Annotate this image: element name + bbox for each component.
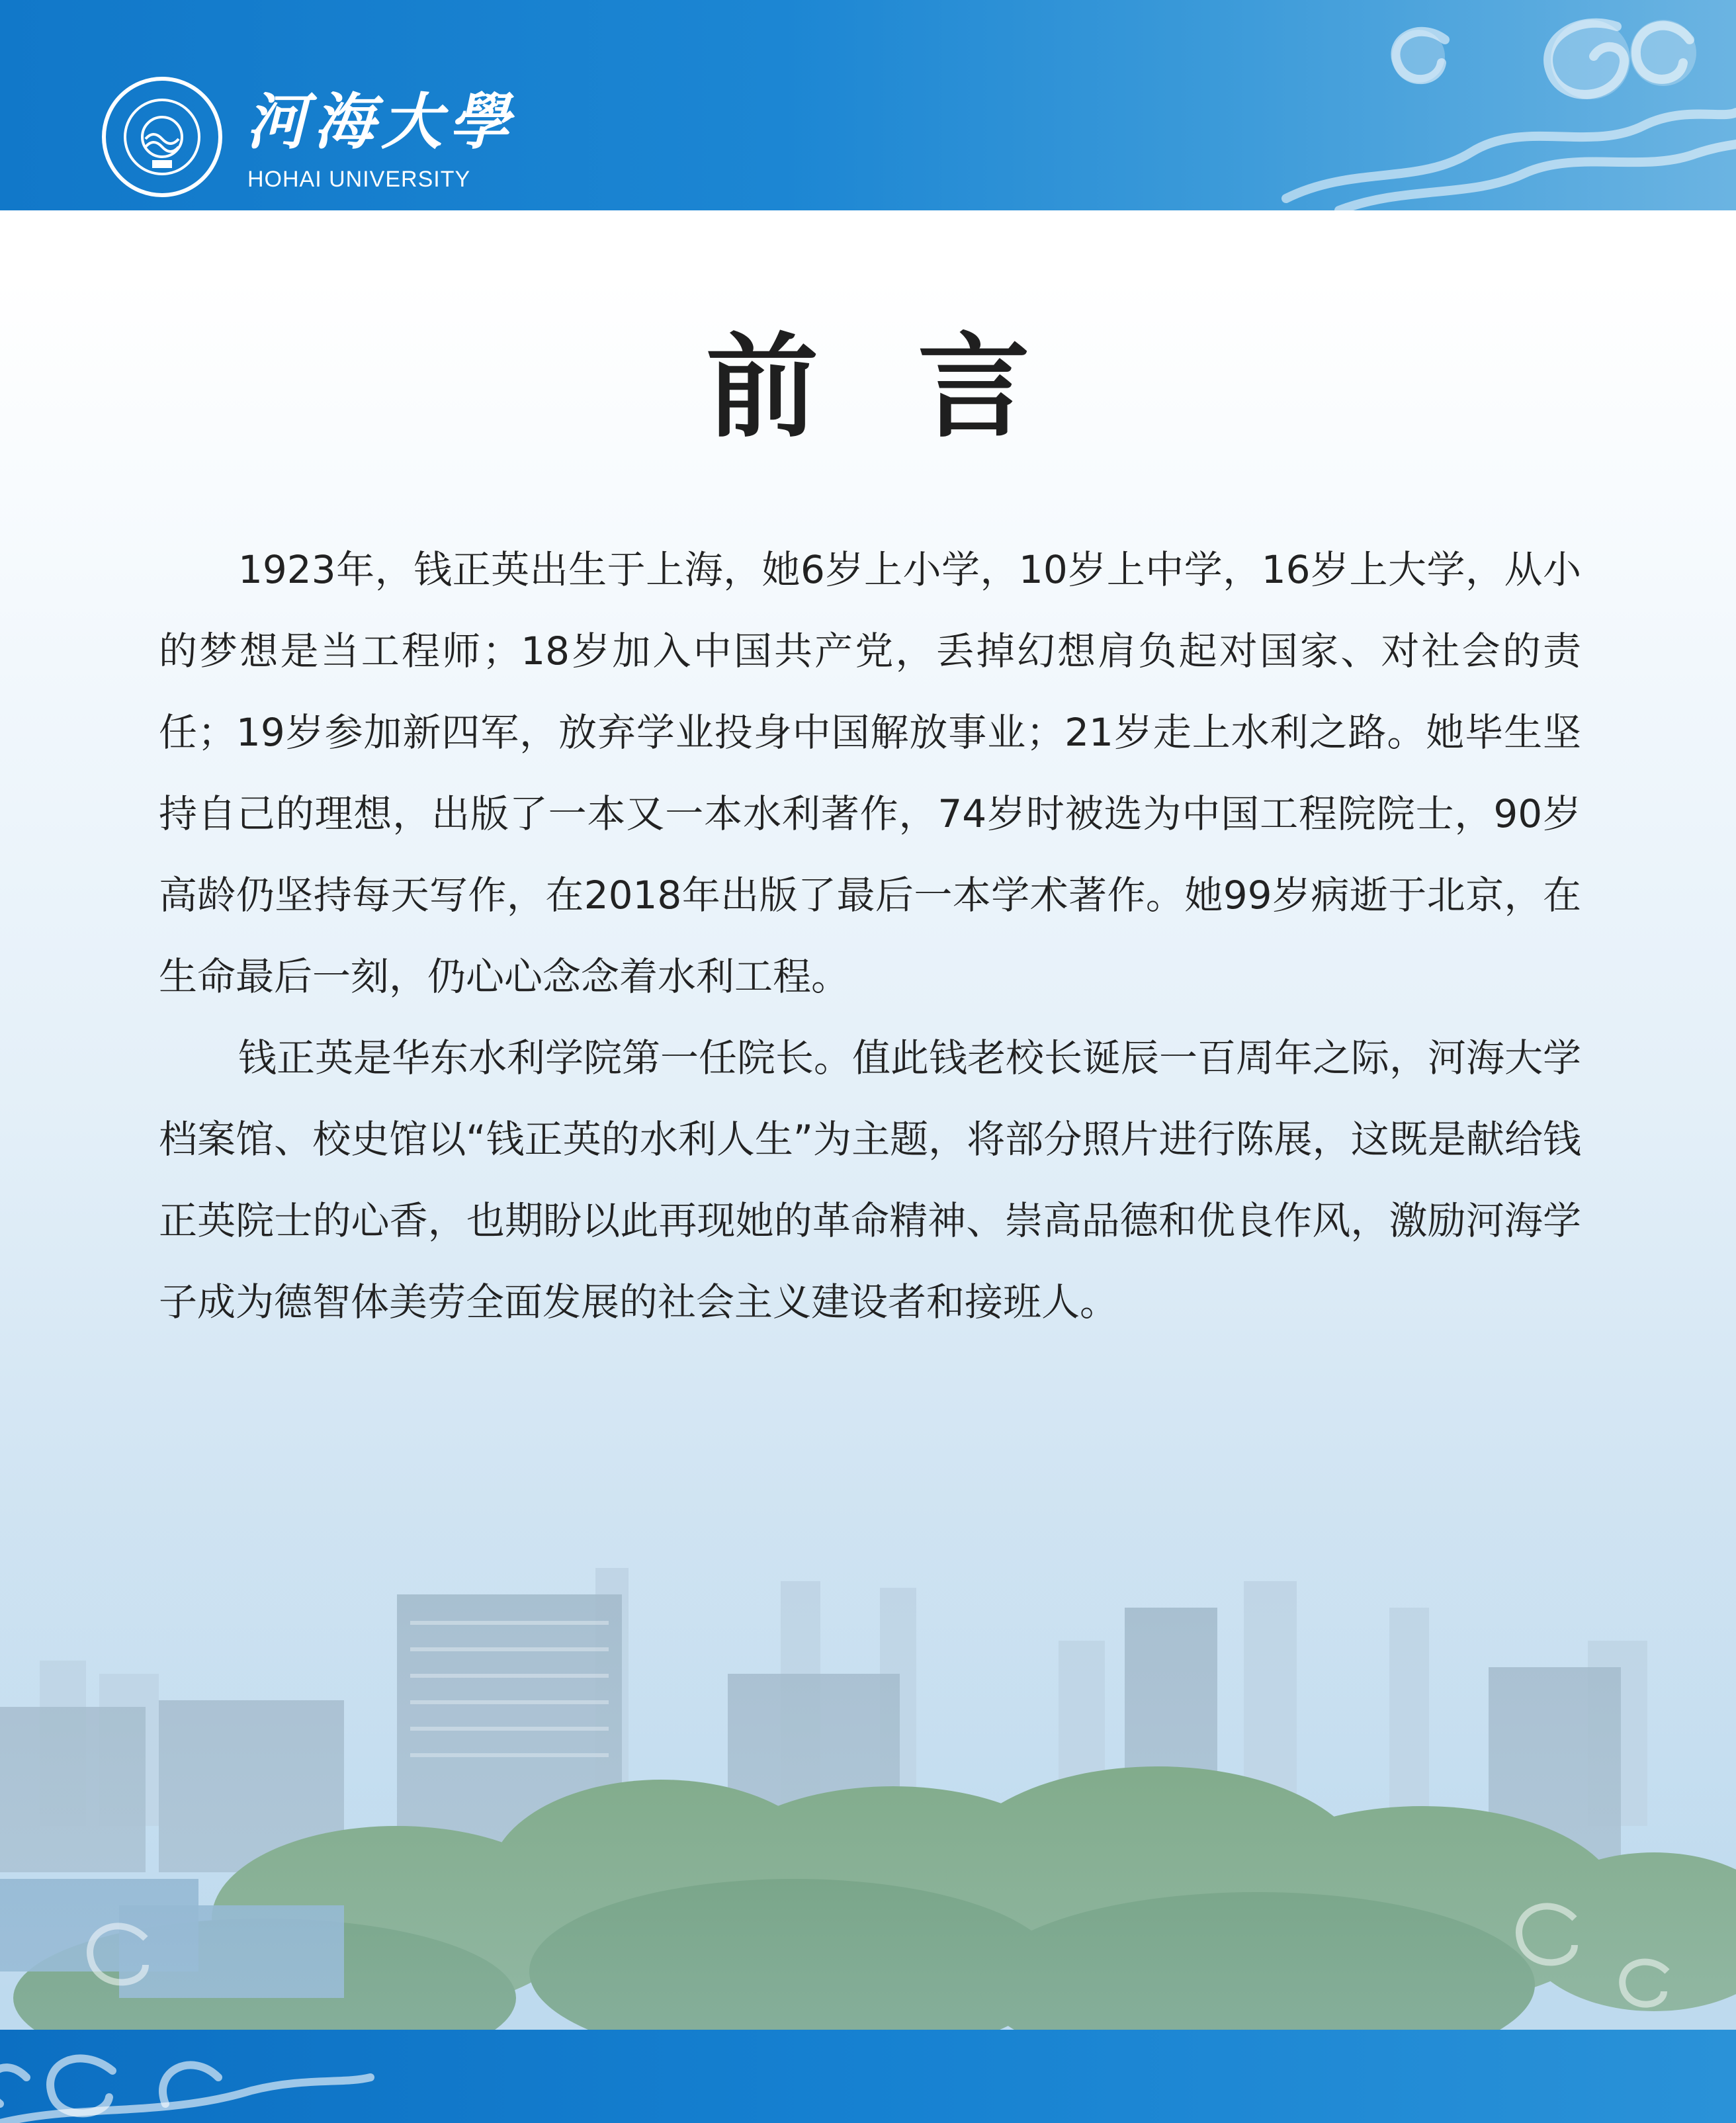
page-title: 前言 bbox=[705, 321, 1129, 453]
paragraph-2: 钱正英是华东水利学院第一任院长。值此钱老校长诞辰一百周年之际，河海大学档案馆、校史馆以“钱正英的水利人生”为主题，将部分照片进行陈展，这既是献给钱正英院士的心香，也期盼以此再现她的革命精神、崇高品德和优良作风，激励河海学子成为德智体美劳全面发展的社会主义建设者和接班人。 bbox=[159, 1035, 1582, 1324]
university-seal-logo bbox=[101, 75, 224, 198]
university-name-english: HOHAI UNIVERSITY bbox=[247, 167, 471, 192]
cloud-wave-decoration-footer bbox=[0, 1971, 463, 2123]
paragraph-1: 1923年，钱正英出生于上海，她6岁上小学，10岁上中学，16岁上大学，从小的梦想是当工程师；18岁加入中国共产党，丢掉幻想肩负起对国家、对社会的责任；19岁参加新四军，放弃学业投身中国解放事业；21岁走上水利之路。她毕生坚持自己的理想，出版了一本又一本水利著作，74岁时被选为中国工程院院士，90岁高龄仍坚持每天写作，在2018年出版了最后一本学术著作。她99岁病逝于北京，在生命最后一刻，仍心心念念着水利工程。 bbox=[159, 547, 1581, 999]
preface-body bbox=[159, 529, 1581, 1343]
header-band bbox=[0, 0, 1736, 210]
university-name-chinese: 河海大學 bbox=[246, 86, 517, 157]
cloud-wave-decoration bbox=[876, 0, 1736, 210]
campus-cityscape-image bbox=[0, 1508, 1736, 2038]
